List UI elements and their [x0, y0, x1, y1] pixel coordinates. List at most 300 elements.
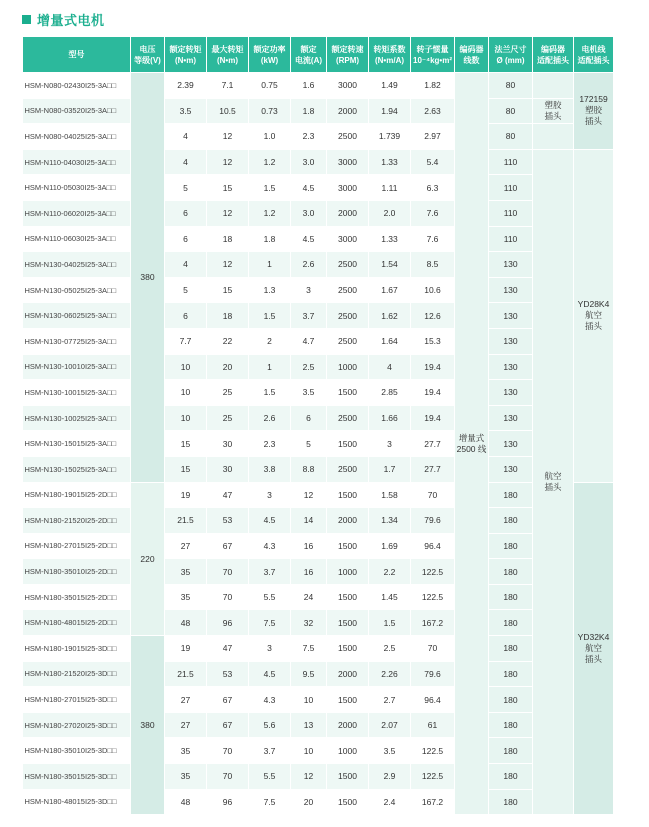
- cell-torque-coef: 1.739: [369, 124, 411, 150]
- cell-model: HSM-N180-19015I25-2D□□: [23, 482, 131, 508]
- table-row: [23, 303, 614, 329]
- cell-flange: 130: [489, 431, 533, 457]
- table-row: [23, 738, 614, 764]
- cell-rated-torque: 27: [165, 533, 207, 559]
- spec-table: [22, 36, 614, 815]
- cell-model: HSM-N130-07725I25-3A□□: [23, 328, 131, 354]
- header-voltage: 电压 等级(V): [131, 37, 165, 73]
- cell-model: HSM-N180-27020I25-3D□□: [23, 712, 131, 738]
- cell-model: HSM-N130-15025I25-3A□□: [23, 456, 131, 482]
- cell-rated-torque: 6: [165, 226, 207, 252]
- header-torque-coef: 转矩系数 (N•m/A): [369, 37, 411, 73]
- cell-rated-torque: 5: [165, 277, 207, 303]
- cell-rated-power: 4.5: [249, 661, 291, 687]
- cell-rated-speed: 1500: [327, 482, 369, 508]
- cell-model: HSM-N110-06020I25-3A□□: [23, 200, 131, 226]
- cell-rated-torque: 2.39: [165, 73, 207, 99]
- cell-inertia: 1.82: [411, 73, 455, 99]
- cell-rated-torque: 19: [165, 482, 207, 508]
- cell-rated-speed: 1500: [327, 789, 369, 815]
- cell-inertia: 122.5: [411, 738, 455, 764]
- cell-flange: 110: [489, 200, 533, 226]
- cell-max-torque: 30: [207, 456, 249, 482]
- cell-max-torque: 15: [207, 277, 249, 303]
- table-row: [23, 687, 614, 713]
- cell-inertia: 70: [411, 636, 455, 662]
- header-rated-power: 额定功率 (kW): [249, 37, 291, 73]
- cell-rated-torque: 6: [165, 303, 207, 329]
- cell-flange: 180: [489, 764, 533, 790]
- cell-rated-current: 2.6: [291, 252, 327, 278]
- table-row: [23, 73, 614, 99]
- cell-flange: 180: [489, 738, 533, 764]
- cell-rated-speed: 2000: [327, 98, 369, 124]
- cell-model: HSM-N180-35015I25-2D□□: [23, 584, 131, 610]
- cell-max-torque: 10.5: [207, 98, 249, 124]
- cell-rated-speed: 1500: [327, 431, 369, 457]
- header-rated-current: 额定 电流(A): [291, 37, 327, 73]
- cell-rated-current: 1.6: [291, 73, 327, 99]
- cell-max-torque: 47: [207, 482, 249, 508]
- cell-flange: 180: [489, 610, 533, 636]
- cell-torque-coef: 2.9: [369, 764, 411, 790]
- cell-rated-power: 3.7: [249, 559, 291, 585]
- table-row: [23, 712, 614, 738]
- cell-model: HSM-N130-04025I25-3A□□: [23, 252, 131, 278]
- cell-flange: 80: [489, 124, 533, 150]
- cell-model: HSM-N180-21520I25-2D□□: [23, 508, 131, 534]
- cell-model: HSM-N110-05030I25-3A□□: [23, 175, 131, 201]
- cell-torque-coef: 1.94: [369, 98, 411, 124]
- cell-rated-speed: 1000: [327, 559, 369, 585]
- cell-rated-speed: 2500: [327, 405, 369, 431]
- cell-model: HSM-N180-35015I25-3D□□: [23, 764, 131, 790]
- cell-rated-speed: 3000: [327, 175, 369, 201]
- cell-rated-current: 1.8: [291, 98, 327, 124]
- cell-flange: 110: [489, 175, 533, 201]
- cell-rated-torque: 19: [165, 636, 207, 662]
- cell-model: HSM-N180-35010I25-2D□□: [23, 559, 131, 585]
- cell-rated-torque: 35: [165, 738, 207, 764]
- cell-rated-current: 4.7: [291, 328, 327, 354]
- cell-torque-coef: 1.58: [369, 482, 411, 508]
- cell-flange: 110: [489, 149, 533, 175]
- cell-rated-torque: 10: [165, 380, 207, 406]
- cell-rated-speed: 2000: [327, 661, 369, 687]
- cell-rated-torque: 7.7: [165, 328, 207, 354]
- cell-flange: 180: [489, 533, 533, 559]
- cell-flange: 180: [489, 636, 533, 662]
- table-row: [23, 252, 614, 278]
- cell-rated-torque: 35: [165, 559, 207, 585]
- cell-model: HSM-N080-02430I25-3A□□: [23, 73, 131, 99]
- cell-model: HSM-N130-15015I25-3A□□: [23, 431, 131, 457]
- cell-inertia: 6.3: [411, 175, 455, 201]
- cell-flange: 180: [489, 559, 533, 585]
- cell-rated-power: 4.3: [249, 687, 291, 713]
- cell-rated-speed: 1500: [327, 636, 369, 662]
- header-rated-speed: 额定转速 (RPM): [327, 37, 369, 73]
- cell-rated-current: 10: [291, 687, 327, 713]
- table-row: [23, 226, 614, 252]
- cell-rated-current: 8.8: [291, 456, 327, 482]
- cell-inertia: 27.7: [411, 431, 455, 457]
- cell-inertia: 19.4: [411, 380, 455, 406]
- cell-inertia: 96.4: [411, 533, 455, 559]
- cell-rated-current: 3.5: [291, 380, 327, 406]
- cell-flange: 180: [489, 712, 533, 738]
- cell-encoder-plug: 塑胶 插头: [533, 98, 574, 124]
- table-body: [23, 73, 614, 815]
- table-row: [23, 124, 614, 150]
- cell-rated-speed: 2500: [327, 303, 369, 329]
- cell-rated-speed: 2500: [327, 252, 369, 278]
- cell-rated-current: 12: [291, 764, 327, 790]
- cell-flange: 80: [489, 98, 533, 124]
- table-row: [23, 456, 614, 482]
- cell-max-torque: 12: [207, 124, 249, 150]
- cell-encoder-plug: [533, 73, 574, 99]
- table-row: [23, 277, 614, 303]
- cell-rated-torque: 35: [165, 584, 207, 610]
- cell-rated-torque: 4: [165, 252, 207, 278]
- cell-rated-speed: 1500: [327, 380, 369, 406]
- cell-rated-torque: 27: [165, 687, 207, 713]
- cell-rated-speed: 2500: [327, 277, 369, 303]
- cell-model: HSM-N130-10015I25-3A□□: [23, 380, 131, 406]
- cell-rated-speed: 2500: [327, 456, 369, 482]
- cell-torque-coef: 2.26: [369, 661, 411, 687]
- cell-rated-speed: 2000: [327, 200, 369, 226]
- cell-flange: 130: [489, 277, 533, 303]
- cell-rated-power: 5.5: [249, 764, 291, 790]
- cell-rated-speed: 1500: [327, 533, 369, 559]
- cell-model: HSM-N130-06025I25-3A□□: [23, 303, 131, 329]
- cell-torque-coef: 1.64: [369, 328, 411, 354]
- cell-rated-power: 5.5: [249, 584, 291, 610]
- cell-rated-power: 7.5: [249, 610, 291, 636]
- cell-inertia: 96.4: [411, 687, 455, 713]
- cell-max-torque: 18: [207, 226, 249, 252]
- table-header-row: [23, 37, 614, 73]
- cell-max-torque: 70: [207, 738, 249, 764]
- cell-flange: 130: [489, 328, 533, 354]
- cell-model: HSM-N180-48015I25-2D□□: [23, 610, 131, 636]
- cell-encoder-plug: [533, 124, 574, 150]
- cell-inertia: 2.63: [411, 98, 455, 124]
- cell-rated-power: 1.8: [249, 226, 291, 252]
- cell-flange: 180: [489, 508, 533, 534]
- cell-rated-power: 2.3: [249, 431, 291, 457]
- cell-rated-speed: 1500: [327, 764, 369, 790]
- cell-rated-power: 4.5: [249, 508, 291, 534]
- cell-rated-speed: 2000: [327, 508, 369, 534]
- cell-torque-coef: 1.5: [369, 610, 411, 636]
- cell-model: HSM-N130-10010I25-3A□□: [23, 354, 131, 380]
- cell-max-torque: 12: [207, 200, 249, 226]
- cell-torque-coef: 2.4: [369, 789, 411, 815]
- cell-rated-current: 5: [291, 431, 327, 457]
- cell-flange: 80: [489, 73, 533, 99]
- cell-max-torque: 20: [207, 354, 249, 380]
- cell-inertia: 5.4: [411, 149, 455, 175]
- cell-flange: 180: [489, 482, 533, 508]
- cell-inertia: 167.2: [411, 789, 455, 815]
- cell-motor-plug: YD32K4 航空 插头: [574, 482, 614, 815]
- cell-torque-coef: 4: [369, 354, 411, 380]
- table-row: [23, 328, 614, 354]
- cell-flange: 110: [489, 226, 533, 252]
- cell-rated-current: 32: [291, 610, 327, 636]
- cell-rated-current: 3: [291, 277, 327, 303]
- cell-rated-speed: 3000: [327, 149, 369, 175]
- cell-rated-current: 6: [291, 405, 327, 431]
- cell-flange: 180: [489, 789, 533, 815]
- cell-flange: 130: [489, 456, 533, 482]
- table-row: [23, 764, 614, 790]
- cell-rated-power: 3.7: [249, 738, 291, 764]
- cell-model: HSM-N130-05025I25-3A□□: [23, 277, 131, 303]
- cell-max-torque: 30: [207, 431, 249, 457]
- cell-rated-speed: 2500: [327, 328, 369, 354]
- cell-torque-coef: 1.34: [369, 508, 411, 534]
- cell-rated-power: 2: [249, 328, 291, 354]
- cell-max-torque: 12: [207, 252, 249, 278]
- cell-rated-current: 10: [291, 738, 327, 764]
- cell-inertia: 2.97: [411, 124, 455, 150]
- cell-inertia: 15.3: [411, 328, 455, 354]
- cell-rated-power: 1.2: [249, 149, 291, 175]
- table-row: [23, 508, 614, 534]
- cell-inertia: 70: [411, 482, 455, 508]
- cell-inertia: 122.5: [411, 584, 455, 610]
- table-row: [23, 354, 614, 380]
- cell-torque-coef: 1.45: [369, 584, 411, 610]
- header-encoder-lines: 编码器 线数: [455, 37, 489, 73]
- cell-model: HSM-N080-03520I25-3A□□: [23, 98, 131, 124]
- cell-max-torque: 25: [207, 405, 249, 431]
- table-row: [23, 610, 614, 636]
- cell-rated-torque: 5: [165, 175, 207, 201]
- cell-inertia: 7.6: [411, 226, 455, 252]
- cell-encoder-plug: 航空 插头: [533, 149, 574, 814]
- cell-max-torque: 70: [207, 584, 249, 610]
- cell-rated-speed: 3000: [327, 73, 369, 99]
- cell-inertia: 27.7: [411, 456, 455, 482]
- table-row: [23, 559, 614, 585]
- header-flange: 法兰尺寸 Ø (mm): [489, 37, 533, 73]
- table-row: [23, 431, 614, 457]
- cell-max-torque: 12: [207, 149, 249, 175]
- cell-flange: 130: [489, 380, 533, 406]
- cell-max-torque: 47: [207, 636, 249, 662]
- cell-rated-power: 1.5: [249, 303, 291, 329]
- cell-model: HSM-N180-19015I25-3D□□: [23, 636, 131, 662]
- cell-torque-coef: 1.11: [369, 175, 411, 201]
- table-row: [23, 789, 614, 815]
- cell-model: HSM-N110-06030I25-3A□□: [23, 226, 131, 252]
- cell-model: HSM-N130-10025I25-3A□□: [23, 405, 131, 431]
- cell-rated-current: 3.0: [291, 149, 327, 175]
- cell-torque-coef: 1.49: [369, 73, 411, 99]
- cell-rated-current: 20: [291, 789, 327, 815]
- cell-torque-coef: 1.67: [369, 277, 411, 303]
- cell-inertia: 61: [411, 712, 455, 738]
- cell-rated-power: 1: [249, 354, 291, 380]
- cell-rated-power: 5.6: [249, 712, 291, 738]
- cell-rated-speed: 3000: [327, 226, 369, 252]
- cell-rated-power: 4.3: [249, 533, 291, 559]
- cell-rated-torque: 4: [165, 149, 207, 175]
- cell-rated-speed: 1500: [327, 687, 369, 713]
- cell-max-torque: 25: [207, 380, 249, 406]
- table-row: [23, 200, 614, 226]
- cell-max-torque: 70: [207, 559, 249, 585]
- cell-rated-current: 2.5: [291, 354, 327, 380]
- cell-torque-coef: 2.2: [369, 559, 411, 585]
- cell-rated-torque: 21.5: [165, 508, 207, 534]
- cell-rated-power: 3: [249, 636, 291, 662]
- cell-rated-power: 3: [249, 482, 291, 508]
- cell-rated-torque: 21.5: [165, 661, 207, 687]
- cell-rated-speed: 2500: [327, 124, 369, 150]
- header-motor-plug: 电机线 适配插头: [574, 37, 614, 73]
- cell-inertia: 19.4: [411, 405, 455, 431]
- cell-max-torque: 96: [207, 789, 249, 815]
- cell-torque-coef: 2.5: [369, 636, 411, 662]
- cell-inertia: 79.6: [411, 508, 455, 534]
- cell-rated-current: 16: [291, 559, 327, 585]
- cell-rated-torque: 10: [165, 405, 207, 431]
- cell-rated-torque: 4: [165, 124, 207, 150]
- table-row: [23, 149, 614, 175]
- cell-rated-speed: 1000: [327, 354, 369, 380]
- cell-torque-coef: 1.66: [369, 405, 411, 431]
- cell-max-torque: 22: [207, 328, 249, 354]
- cell-model: HSM-N180-48015I25-3D□□: [23, 789, 131, 815]
- header-encoder-plug: 编码器 适配插头: [533, 37, 574, 73]
- table-row: [23, 661, 614, 687]
- header-max-torque: 最大转矩 (N•m): [207, 37, 249, 73]
- cell-motor-plug: YD28K4 航空 插头: [574, 149, 614, 482]
- cell-flange: 180: [489, 584, 533, 610]
- section-title: [22, 10, 105, 28]
- cell-flange: 180: [489, 687, 533, 713]
- cell-rated-current: 24: [291, 584, 327, 610]
- cell-inertia: 122.5: [411, 559, 455, 585]
- cell-rated-current: 13: [291, 712, 327, 738]
- cell-inertia: 167.2: [411, 610, 455, 636]
- cell-rated-power: 1.0: [249, 124, 291, 150]
- cell-max-torque: 18: [207, 303, 249, 329]
- cell-rated-torque: 15: [165, 456, 207, 482]
- cell-rated-current: 16: [291, 533, 327, 559]
- cell-voltage: 380: [131, 73, 165, 483]
- cell-encoder-lines: 增量式 2500 线: [455, 73, 489, 815]
- cell-rated-power: 1.2: [249, 200, 291, 226]
- cell-torque-coef: 1.69: [369, 533, 411, 559]
- cell-model: HSM-N180-27015I25-2D□□: [23, 533, 131, 559]
- cell-model: HSM-N110-04030I25-3A□□: [23, 149, 131, 175]
- cell-model: HSM-N180-27015I25-3D□□: [23, 687, 131, 713]
- cell-rated-torque: 48: [165, 789, 207, 815]
- cell-flange: 130: [489, 354, 533, 380]
- cell-rated-power: 0.75: [249, 73, 291, 99]
- cell-inertia: 12.6: [411, 303, 455, 329]
- cell-torque-coef: 1.7: [369, 456, 411, 482]
- cell-flange: 130: [489, 405, 533, 431]
- cell-rated-current: 14: [291, 508, 327, 534]
- cell-max-torque: 67: [207, 712, 249, 738]
- cell-max-torque: 53: [207, 661, 249, 687]
- table-row: [23, 98, 614, 124]
- cell-rated-speed: 2000: [327, 712, 369, 738]
- cell-inertia: 122.5: [411, 764, 455, 790]
- cell-rated-speed: 1000: [327, 738, 369, 764]
- section-title-text: 增量式电机: [37, 12, 105, 28]
- cell-rated-current: 12: [291, 482, 327, 508]
- cell-flange: 180: [489, 661, 533, 687]
- header-model: 型号: [23, 37, 131, 73]
- cell-rated-power: 2.6: [249, 405, 291, 431]
- title-square-icon: [22, 15, 31, 24]
- cell-inertia: 79.6: [411, 661, 455, 687]
- cell-inertia: 7.6: [411, 200, 455, 226]
- cell-rated-torque: 10: [165, 354, 207, 380]
- table-row: [23, 482, 614, 508]
- cell-max-torque: 67: [207, 687, 249, 713]
- cell-model: HSM-N180-35010I25-3D□□: [23, 738, 131, 764]
- table-row: [23, 405, 614, 431]
- cell-rated-current: 2.3: [291, 124, 327, 150]
- table-row: [23, 380, 614, 406]
- cell-rated-torque: 35: [165, 764, 207, 790]
- cell-rated-power: 1.5: [249, 175, 291, 201]
- cell-max-torque: 7.1: [207, 73, 249, 99]
- cell-max-torque: 96: [207, 610, 249, 636]
- cell-torque-coef: 1.62: [369, 303, 411, 329]
- cell-rated-torque: 15: [165, 431, 207, 457]
- header-inertia: 转子惯量 10⁻⁴kg•m²: [411, 37, 455, 73]
- cell-flange: 130: [489, 252, 533, 278]
- cell-rated-power: 1.5: [249, 380, 291, 406]
- cell-torque-coef: 3.5: [369, 738, 411, 764]
- cell-torque-coef: 1.33: [369, 149, 411, 175]
- cell-torque-coef: 2.7: [369, 687, 411, 713]
- cell-rated-power: 1.3: [249, 277, 291, 303]
- cell-rated-current: 9.5: [291, 661, 327, 687]
- cell-rated-speed: 1500: [327, 584, 369, 610]
- cell-rated-power: 3.8: [249, 456, 291, 482]
- table-row: [23, 636, 614, 662]
- table-row: [23, 584, 614, 610]
- cell-rated-speed: 1500: [327, 610, 369, 636]
- cell-rated-current: 7.5: [291, 636, 327, 662]
- cell-rated-torque: 3.5: [165, 98, 207, 124]
- cell-rated-current: 4.5: [291, 226, 327, 252]
- cell-inertia: 10.6: [411, 277, 455, 303]
- table-row: [23, 533, 614, 559]
- header-rated-torque: 额定转矩 (N•m): [165, 37, 207, 73]
- cell-max-torque: 53: [207, 508, 249, 534]
- cell-max-torque: 70: [207, 764, 249, 790]
- cell-rated-torque: 6: [165, 200, 207, 226]
- cell-torque-coef: 1.54: [369, 252, 411, 278]
- cell-torque-coef: 2.85: [369, 380, 411, 406]
- cell-model: HSM-N180-21520I25-3D□□: [23, 661, 131, 687]
- cell-voltage: 380: [131, 636, 165, 815]
- cell-inertia: 19.4: [411, 354, 455, 380]
